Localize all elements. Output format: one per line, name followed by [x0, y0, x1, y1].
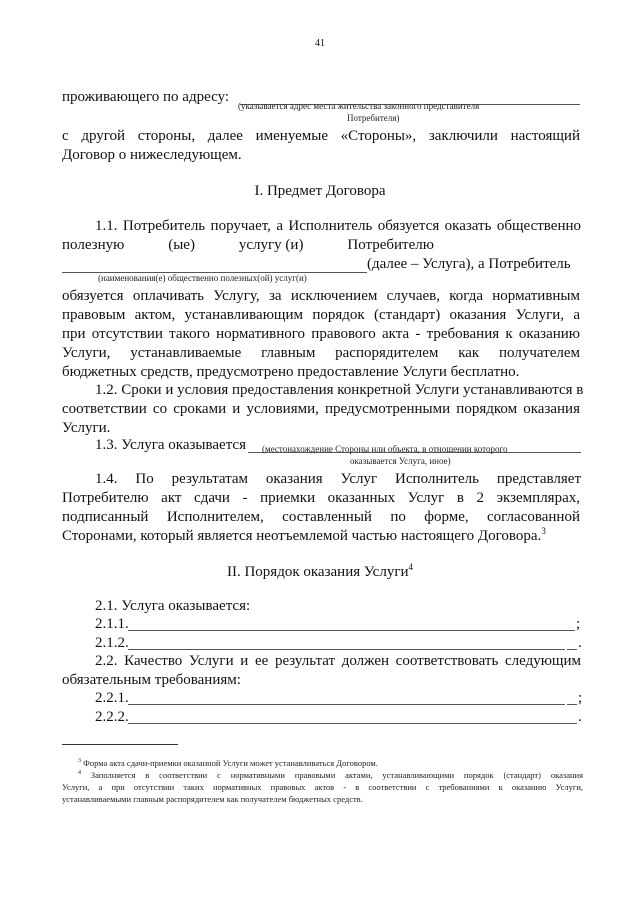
p2-1-2-field[interactable]: [128, 649, 565, 650]
p1-1-line-4: обязуется оплачивать Услугу, за исключением случаев, когда нормативным: [62, 288, 580, 304]
section-2-title-text: II. Порядок оказания Услуги: [226, 564, 409, 580]
p1-1-line-2: [62, 236, 434, 254]
footnote-separator: [62, 744, 178, 745]
p1-1-line-3-tail: (далее – Услуга), а Потребитель: [367, 256, 571, 272]
p2-2-1-field[interactable]: [128, 704, 565, 705]
footnote-ref-3[interactable]: 3: [541, 526, 546, 536]
p2-1: 2.1. Услуга оказывается:: [95, 598, 251, 614]
p1-2-line-1: 1.2. Сроки и условия предоставления конкретной Услуги устанавливаются в: [95, 382, 584, 398]
p1-1-line-7: Услуги, устанавливаемые главным распорядителем как получателем: [62, 345, 580, 361]
location-hint-2: оказывается Услуга, иное): [350, 456, 451, 466]
location-hint-1: (местонахождение Стороны или объекта, в отношении которого: [262, 444, 508, 454]
page-number: 41: [315, 38, 325, 49]
section-2-title: [0, 563, 640, 581]
service-name-hint: (наименования(е) общественно полезных(ой) услуг(и): [98, 273, 307, 283]
p1-1-line-5: правовым актом, устанавливающим порядок (стандарт) оказания Услуги, а: [62, 307, 580, 323]
p1-4-line-4-text: Сторонами, который является неотъемлемой частью настоящего Договора.: [62, 528, 542, 544]
footnote-3-text: Форма акта сдачи-приемки оказанной Услуги может устанавливаться Договором.: [83, 758, 378, 768]
p1-4-line-4: [62, 527, 546, 545]
footnote-4-text-1: Заполняется в соответствии с нормативными правовыми актами, устанавливающими порядок (стандарт) оказания: [90, 770, 583, 780]
p1-1-w1: полезную: [62, 237, 125, 253]
p2-2-2-field[interactable]: [128, 723, 577, 724]
address-hint-2: Потребителя): [347, 113, 400, 123]
footnote-4-number: 4: [78, 770, 81, 777]
footnote-4-line-2: Услуги, а при отсутствии таких нормативных правовых актов - в соответствии с требованиями к оказанию Услуги,: [62, 782, 583, 792]
p1-4-line-1: 1.4. По результатам оказания Услуг Исполнитель представляет: [95, 471, 581, 487]
p1-3-label: 1.3. Услуга оказывается: [95, 437, 246, 453]
p2-2-2-label: 2.2.2.: [95, 709, 129, 725]
p2-2-1-field-tail: [567, 704, 577, 705]
p2-1-1-field[interactable]: [128, 630, 575, 631]
p2-1-1-label: 2.1.1.: [95, 616, 129, 632]
p2-2-line-2: обязательным требованиям:: [62, 672, 241, 688]
intro-line-2: Договор о нижеследующем.: [62, 147, 242, 163]
p2-2-1-label: 2.2.1.: [95, 690, 129, 706]
p2-2-1-end: ;: [578, 690, 583, 706]
p2-1-2-field-tail: [567, 649, 577, 650]
address-label: проживающего по адресу:: [62, 89, 230, 105]
p2-1-2-end: .: [578, 635, 582, 651]
p1-1-w3: услугу (и): [238, 237, 304, 253]
p1-1-line-6: при отсутствии такого нормативного правового акта - требования к оказанию: [62, 326, 580, 342]
p1-1-w2: (ые): [168, 237, 195, 253]
p1-1-line-8: бюджетных средств, предусмотрено предоставление Услуги бесплатно.: [62, 364, 520, 380]
p1-2-line-2: соответствии со сроками и условиями, предусмотренными порядком оказания: [62, 401, 580, 417]
p2-1-1-end: ;: [576, 616, 581, 632]
address-hint-1: (указывается адрес места жительства законного представителя: [238, 101, 480, 111]
footnote-3-number: 3: [78, 758, 81, 765]
p1-1-line-1: 1.1. Потребитель поручает, а Исполнитель обязуется оказать общественно: [95, 218, 581, 234]
section-1-title: I. Предмет Договора: [254, 183, 386, 199]
p2-2-2-end: .: [578, 709, 582, 725]
footnote-4-line-1: [78, 769, 583, 781]
footnote-4-line-3: устанавливаемыми главным распорядителем как получателем бюджетных средств.: [62, 794, 363, 804]
footnote-ref-4[interactable]: 4: [408, 562, 414, 572]
p1-4-line-3: подписанный Исполнителем, составленный по форме, согласованной: [62, 509, 580, 525]
p2-2-line-1: 2.2. Качество Услуги и ее результат должен соответствовать следующим: [95, 653, 581, 669]
p1-1-w4: Потребителю: [347, 237, 434, 253]
intro-line-1: с другой стороны, далее именуемые «Стороны», заключили настоящий: [62, 128, 580, 144]
p1-2-line-3: Услуги.: [62, 420, 111, 436]
p2-1-2-label: 2.1.2.: [95, 635, 129, 651]
p1-4-line-2: Потребителю акт сдачи - приемки оказанных Услуг в 2 экземплярах,: [62, 490, 580, 506]
footnote-3: [78, 757, 378, 769]
